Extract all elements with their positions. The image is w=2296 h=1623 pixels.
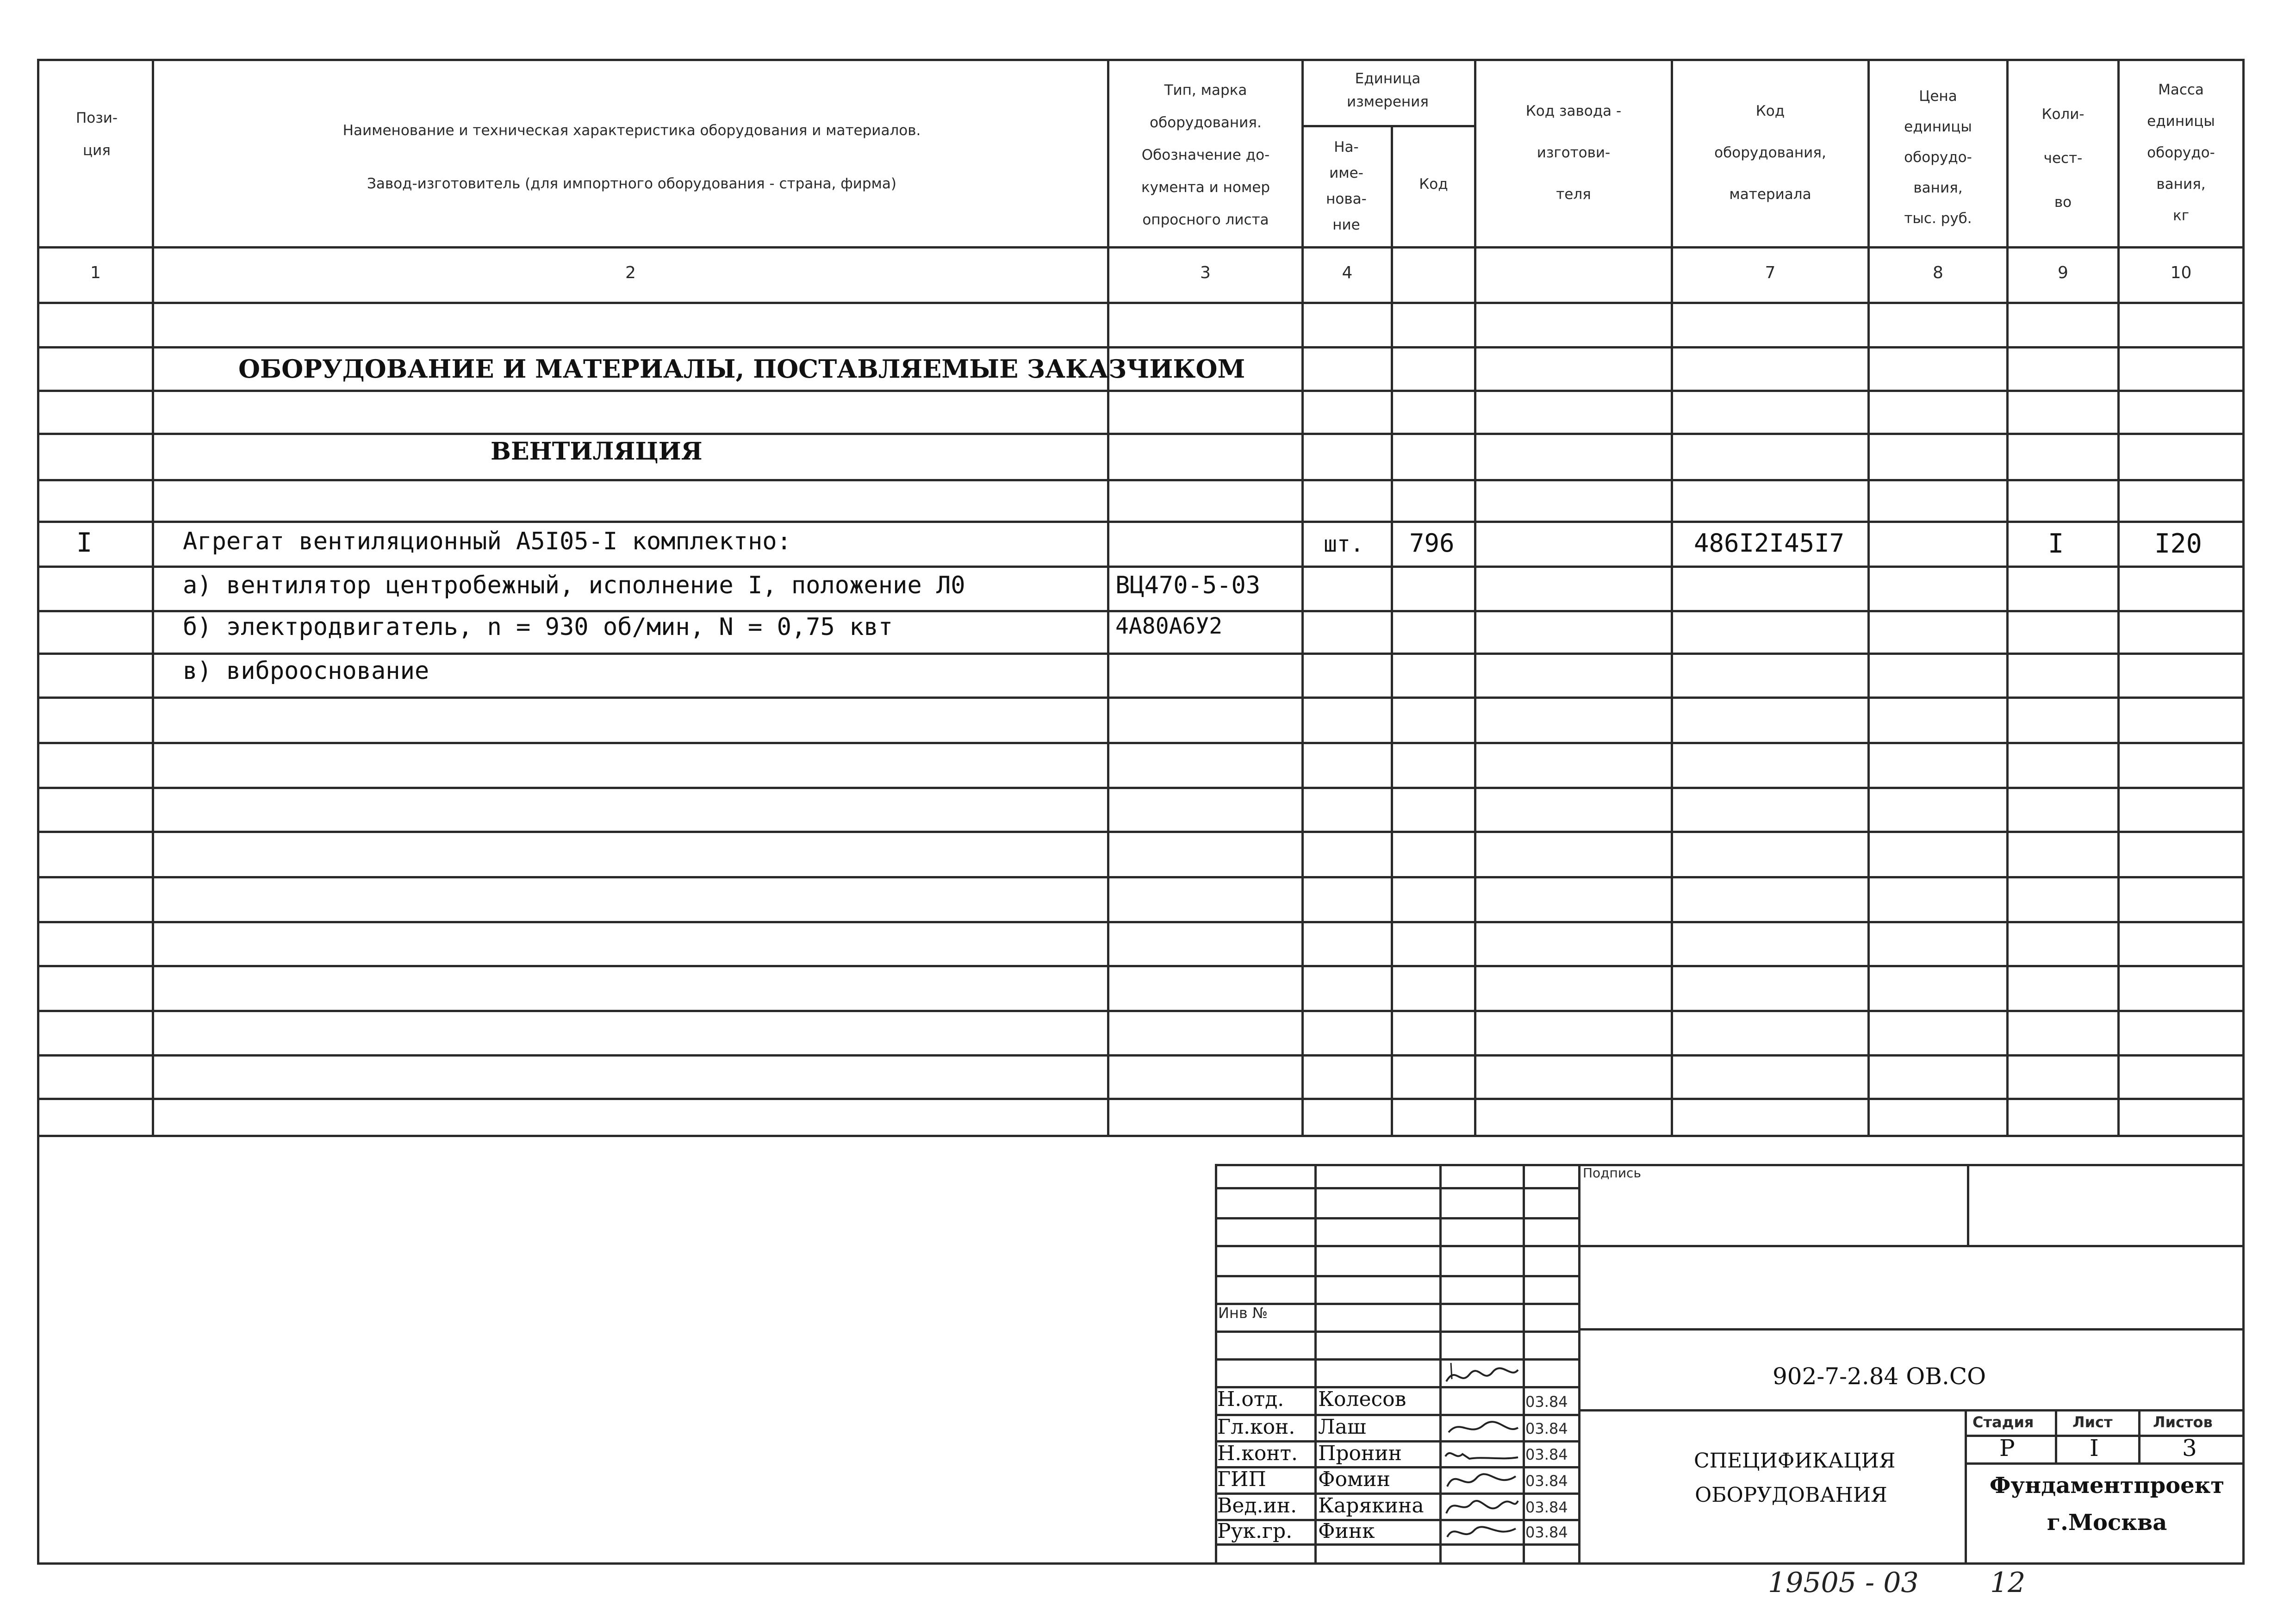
signer-role: ГИП bbox=[1217, 1468, 1266, 1491]
hline-row bbox=[37, 479, 2245, 481]
header-col3-line: Обозначение до- bbox=[1141, 147, 1270, 163]
header-col9 bbox=[2009, 93, 2117, 224]
hline-row bbox=[37, 521, 2245, 523]
header-col6-line: изготови- bbox=[1537, 144, 1611, 161]
column-number: 9 bbox=[2058, 263, 2068, 282]
header-col8-line: Цена bbox=[1919, 88, 1957, 105]
stamp-vline bbox=[1523, 1164, 1525, 1564]
header-col9-line: чест- bbox=[2043, 150, 2083, 167]
row-unit: шт. bbox=[1324, 531, 1364, 557]
stamp-row bbox=[1215, 1466, 1578, 1468]
sheets-value: 3 bbox=[2182, 1435, 2197, 1461]
sheet-label: Лист bbox=[2072, 1413, 2113, 1431]
signer-date: 03.84 bbox=[1525, 1472, 1568, 1490]
section-subtitle: ВЕНТИЛЯЦИЯ bbox=[491, 437, 703, 466]
hline-row bbox=[37, 1010, 2245, 1012]
signer-date: 03.84 bbox=[1525, 1393, 1568, 1411]
row-name: в) виброоснование bbox=[183, 657, 429, 685]
signer-name: Колесов bbox=[1318, 1387, 1406, 1411]
hline-row bbox=[37, 742, 2245, 744]
stamp-vline bbox=[2138, 1409, 2140, 1462]
header-col2-line: Наименование и техническая характеристика оборудования и материалов. bbox=[342, 122, 921, 139]
row-quantity: I bbox=[2048, 529, 2064, 559]
hline-row bbox=[37, 1054, 2245, 1057]
signer-name: Лаш bbox=[1318, 1415, 1366, 1439]
hline-row bbox=[37, 831, 2245, 833]
header-unit-group-line: Единица bbox=[1355, 70, 1421, 87]
hline-row bbox=[37, 566, 2245, 568]
header-unit-group bbox=[1301, 67, 1474, 113]
header-col4-line: име- bbox=[1329, 165, 1363, 181]
header-col7-line: оборудования, bbox=[1714, 144, 1826, 161]
header-col3 bbox=[1111, 74, 1300, 236]
hline-row bbox=[37, 787, 2245, 789]
signer-name: Карякина bbox=[1318, 1494, 1424, 1517]
hline-row bbox=[37, 1098, 2245, 1100]
header-col10-line: оборудо- bbox=[2147, 144, 2215, 161]
hline-row bbox=[37, 346, 2245, 348]
stamp-row bbox=[1215, 1303, 1578, 1305]
stamp-row bbox=[1215, 1217, 1578, 1219]
frame-top bbox=[37, 59, 2245, 61]
stage-label: Стадия bbox=[1972, 1413, 2034, 1431]
hline-row bbox=[37, 653, 2245, 655]
signer-date: 03.84 bbox=[1525, 1420, 1568, 1437]
stamp-row bbox=[1215, 1358, 1578, 1361]
stamp-vline bbox=[2055, 1409, 2057, 1462]
row-name: б) электродвигатель, n = 930 об/мин, N = 0,75 квт bbox=[183, 613, 893, 641]
header-col8-line: тыс. руб. bbox=[1904, 210, 1972, 227]
stamp-signature-label: Подпись bbox=[1583, 1165, 1641, 1181]
header-col8-line: единицы bbox=[1904, 118, 1972, 135]
organization-name: Фундаментпроект bbox=[1989, 1473, 2225, 1499]
header-col6-line: теля bbox=[1556, 186, 1591, 203]
row-unit-code: 796 bbox=[1409, 529, 1455, 558]
signer-date: 03.84 bbox=[1525, 1499, 1568, 1516]
header-col10-line: кг bbox=[2172, 207, 2189, 224]
stage-value: Р bbox=[1999, 1435, 2015, 1461]
stamp-vline bbox=[1578, 1164, 1580, 1564]
stamp-row bbox=[1215, 1543, 1578, 1546]
header-col7 bbox=[1673, 90, 1867, 215]
row-position: I bbox=[76, 528, 93, 558]
header-col9-line: во bbox=[2054, 194, 2072, 211]
document-title-line: ОБОРУДОВАНИЯ bbox=[1695, 1483, 1887, 1507]
sheet-value: I bbox=[2090, 1435, 2099, 1461]
header-col9-line: Коли- bbox=[2041, 106, 2084, 123]
header-col10 bbox=[2120, 74, 2242, 231]
header-col4 bbox=[1303, 134, 1390, 238]
header-col8-line: оборудо- bbox=[1904, 149, 1972, 166]
stamp-vline bbox=[1967, 1164, 1969, 1247]
signer-date: 03.84 bbox=[1525, 1446, 1568, 1463]
row-mass: I20 bbox=[2154, 529, 2202, 559]
header-col8-line: вания, bbox=[1913, 180, 1963, 196]
header-col1 bbox=[42, 102, 152, 167]
row-equipment-code: 486I2I45I7 bbox=[1694, 529, 1845, 558]
header-col3-line: Тип, марка bbox=[1164, 82, 1247, 99]
stamp-hline bbox=[1578, 1328, 2245, 1331]
header-unit-group-line: измерения bbox=[1347, 93, 1429, 110]
hline-row bbox=[37, 696, 2245, 699]
vline-c6 bbox=[1671, 59, 1673, 1137]
header-col1-line: ция bbox=[83, 142, 111, 159]
column-number: 3 bbox=[1200, 263, 1211, 282]
hline-row bbox=[37, 610, 2245, 612]
column-number: 7 bbox=[1765, 263, 1776, 282]
header-col4-line: На- bbox=[1334, 139, 1359, 155]
row-type: ВЦ470-5-03 bbox=[1115, 572, 1261, 599]
hline-unit-sub bbox=[1301, 125, 1476, 127]
stamp-vline bbox=[1965, 1409, 1967, 1564]
frame-right bbox=[2242, 59, 2245, 1564]
signer-role: Гл.кон. bbox=[1217, 1415, 1295, 1439]
vline-c5 bbox=[1474, 59, 1476, 1137]
frame-bottom bbox=[37, 1562, 2245, 1565]
stamp-row bbox=[1215, 1245, 1578, 1247]
signature-scribble bbox=[1442, 1519, 1520, 1543]
hline-row bbox=[37, 433, 2245, 435]
stamp-hline bbox=[1578, 1245, 2245, 1247]
signature-scribble bbox=[1442, 1361, 1520, 1388]
stamp-top bbox=[1215, 1164, 2245, 1166]
hline-row bbox=[37, 390, 2245, 392]
hline-row bbox=[37, 876, 2245, 878]
sheets-label: Листов bbox=[2153, 1413, 2213, 1431]
header-col3-line: оборудования. bbox=[1150, 114, 1262, 131]
hline-table-bottom bbox=[37, 1135, 2245, 1137]
vline-c4 bbox=[1391, 125, 1393, 1137]
column-number: 10 bbox=[2170, 263, 2192, 282]
vline-c2 bbox=[1107, 59, 1109, 1137]
header-col10-line: единицы bbox=[2147, 113, 2215, 130]
signature-scribble bbox=[1442, 1443, 1520, 1466]
stamp-row bbox=[1215, 1331, 1578, 1333]
hline-colnum-bottom bbox=[37, 302, 2245, 304]
signer-role: Рук.гр. bbox=[1217, 1519, 1293, 1543]
header-col7-line: Код bbox=[1755, 103, 1785, 119]
column-number: 1 bbox=[90, 263, 101, 282]
vline-c1 bbox=[152, 59, 154, 1137]
stamp-row bbox=[1215, 1275, 1578, 1277]
document-code: 902-7-2.84 ОВ.СО bbox=[1773, 1363, 1986, 1390]
page-number: 12 bbox=[1990, 1567, 2026, 1599]
signer-role: Н.конт. bbox=[1217, 1442, 1298, 1465]
header-col5: Код bbox=[1419, 176, 1448, 193]
header-col6 bbox=[1476, 90, 1671, 215]
stamp-inventory-label: Инв № bbox=[1218, 1304, 1268, 1322]
document-title-line: СПЕЦИФИКАЦИЯ bbox=[1694, 1449, 1896, 1473]
signature-scribble bbox=[1442, 1416, 1520, 1439]
signer-role: Вед.ин. bbox=[1217, 1494, 1297, 1517]
signer-role: Н.отд. bbox=[1217, 1387, 1284, 1411]
signer-name: Финк bbox=[1318, 1519, 1375, 1543]
header-col4-line: нова- bbox=[1326, 191, 1367, 207]
header-col10-line: Масса bbox=[2158, 81, 2204, 98]
hline-row bbox=[37, 965, 2245, 967]
header-col6-line: Код завода - bbox=[1525, 103, 1622, 119]
header-col4-line: ние bbox=[1332, 217, 1360, 233]
hline-header-bottom bbox=[37, 246, 2245, 249]
section-title: ОБОРУДОВАНИЕ И МАТЕРИАЛЫ, ПОСТАВЛЯЕМЫЕ ЗАКАЗЧИКОМ bbox=[238, 354, 1245, 384]
header-col1-line: Пози- bbox=[75, 110, 118, 126]
stamp-vline bbox=[1314, 1164, 1317, 1564]
organization bbox=[1972, 1467, 2242, 1541]
header-col2-line: Завод-изготовитель (для импортного оборудования - страна, фирма) bbox=[367, 175, 897, 192]
signature-scribble bbox=[1442, 1494, 1520, 1518]
document-title bbox=[1694, 1444, 1896, 1512]
stamp-hline bbox=[1578, 1409, 2245, 1412]
header-col3-line: опросного листа bbox=[1142, 211, 1269, 228]
hline-row bbox=[37, 921, 2245, 923]
row-type: 4А80А6У2 bbox=[1115, 613, 1223, 639]
organization-city: г.Москва bbox=[2047, 1510, 2167, 1536]
header-col7-line: материала bbox=[1729, 186, 1811, 203]
header-col3-line: кумента и номер bbox=[1141, 179, 1270, 196]
header-col2 bbox=[157, 104, 1106, 211]
stamp-hline bbox=[1965, 1462, 2245, 1465]
header-col8 bbox=[1870, 81, 2006, 234]
signer-date: 03.84 bbox=[1525, 1524, 1568, 1541]
row-name: а) вентилятор центробежный, исполнение I, положение Л0 bbox=[183, 572, 965, 599]
header-col10-line: вания, bbox=[2156, 176, 2206, 193]
column-number: 2 bbox=[625, 263, 636, 282]
column-number: 8 bbox=[1933, 263, 1943, 282]
column-number: 4 bbox=[1342, 263, 1353, 282]
signer-name: Фомин bbox=[1318, 1468, 1390, 1491]
signer-name: Пронин bbox=[1318, 1442, 1402, 1465]
stamp-row bbox=[1215, 1187, 1578, 1189]
row-name: Агрегат вентиляционный А5I05-I комплектно: bbox=[183, 528, 791, 555]
signature-scribble bbox=[1442, 1468, 1520, 1492]
archive-number: 19505 - 03 bbox=[1768, 1567, 1919, 1599]
